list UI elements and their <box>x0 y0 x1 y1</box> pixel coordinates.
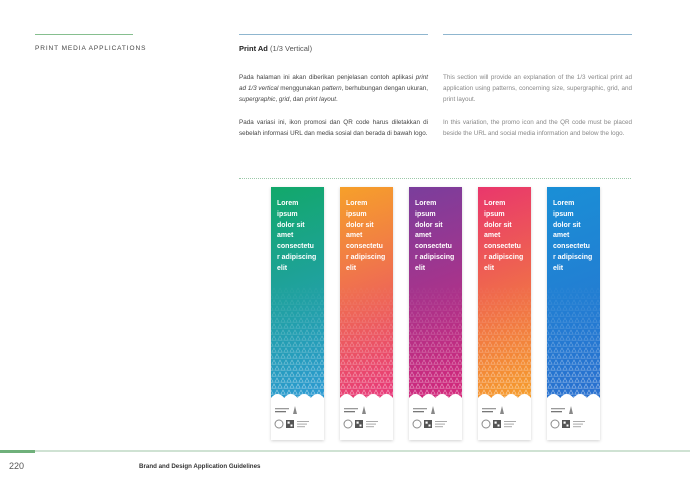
dotted-divider <box>239 178 631 179</box>
triangle-pattern <box>547 287 600 407</box>
qr-code-icon <box>493 420 501 428</box>
headline-line: consectetu <box>346 243 383 251</box>
logo-icon <box>275 408 289 409</box>
headline-line: r adipiscing <box>553 253 593 261</box>
headline-line: ipsum <box>346 210 367 218</box>
top-rule-middle <box>239 34 428 35</box>
headline-line: r adipiscing <box>484 253 524 261</box>
footer-accent <box>0 450 35 453</box>
headline-line: r adipiscing <box>277 253 317 261</box>
headline-line: r adipiscing <box>346 253 386 261</box>
triangle-pattern <box>478 287 531 407</box>
promo-icon <box>482 420 490 428</box>
headline-line: amet <box>415 232 432 240</box>
footer-rule <box>0 450 690 452</box>
headline-line: dolor sit <box>346 221 374 229</box>
logo-icon <box>344 408 358 409</box>
logo-icon <box>482 408 496 409</box>
banner-footer <box>547 402 600 440</box>
body-column-en <box>443 72 632 150</box>
paragraph-en-1: This section will provide an explanation of the 1/3 vertical print ad application using patterns, concerning size, supergraphic, grid, and print layout. <box>443 74 632 104</box>
headline-line: amet <box>484 232 501 240</box>
paragraph-id-2: Pada variasi ini, ikon promosi dan QR code harus diletakkan di sebelah informasi URL dan media sosial dan berada di bawah logo. <box>239 118 428 137</box>
headline-line: Lorem <box>346 200 368 207</box>
banner-headline <box>553 199 598 275</box>
print-ad-banner <box>478 187 531 440</box>
headline-line: elit <box>277 264 288 272</box>
paragraph-id-1: Pada halaman ini akan diberikan penjelasan contoh aplikasi print ad 1/3 vertical menggunakan pattern, berhubungan dengan ukuran, supergraphic, grid, dan print layout. <box>239 74 428 104</box>
banner-footer <box>478 402 531 440</box>
logo-qr-block <box>547 402 600 440</box>
headline-line: amet <box>277 232 294 240</box>
promo-icon <box>413 420 421 428</box>
paragraph-en-2: In this variation, the promo icon and the QR code must be placed beside the URL and social media information and below the logo. <box>443 118 632 137</box>
qr-code-icon <box>562 420 570 428</box>
headline-line: dolor sit <box>484 221 512 229</box>
headline-line: Lorem <box>277 200 299 207</box>
qr-code-icon <box>286 420 294 428</box>
headline-line: dolor sit <box>277 221 305 229</box>
headline-line: amet <box>553 232 570 240</box>
banner-headline <box>277 199 322 275</box>
logo-qr-block <box>271 402 324 440</box>
top-rule-left <box>35 34 133 35</box>
section-label: PRINT MEDIA APPLICATIONS <box>35 45 147 52</box>
qr-code-icon <box>424 420 432 428</box>
headline-line: dolor sit <box>415 221 443 229</box>
triangle-pattern <box>409 287 462 407</box>
heading-subtitle: (1/3 Vertical) <box>269 44 313 53</box>
logo-qr-block <box>409 402 462 440</box>
print-ad-banner <box>409 187 462 440</box>
headline-line: consectetu <box>484 243 521 251</box>
body-column-id <box>239 72 428 150</box>
headline-line: consectetu <box>415 243 452 251</box>
headline-line: consectetu <box>277 243 314 251</box>
page-number: 220 <box>9 461 25 471</box>
headline-line: Lorem <box>484 200 506 207</box>
logo-icon <box>551 408 565 409</box>
headline-line: elit <box>415 264 426 272</box>
headline-line: elit <box>553 264 564 272</box>
logo-icon <box>413 408 427 409</box>
banner-headline <box>415 199 460 275</box>
headline-line: amet <box>346 232 363 240</box>
headline-line: dolor sit <box>553 221 581 229</box>
headline-line: elit <box>346 264 357 272</box>
headline-line: ipsum <box>415 210 436 218</box>
headline-line: ipsum <box>484 210 505 218</box>
triangle-pattern <box>271 287 324 407</box>
headline-line: ipsum <box>277 210 298 218</box>
promo-icon <box>275 420 283 428</box>
headline-line: Lorem <box>553 200 575 207</box>
triangle-pattern <box>340 287 393 407</box>
logo-qr-block <box>340 402 393 440</box>
banner-footer <box>340 402 393 440</box>
banner-headline <box>484 199 529 275</box>
print-ad-banner <box>271 187 324 440</box>
banner-headline <box>346 199 391 275</box>
heading-title: Print Ad <box>239 44 268 53</box>
top-rule-right <box>443 34 632 35</box>
promo-icon <box>344 420 352 428</box>
headline-line: Lorem <box>415 200 437 207</box>
promo-icon <box>551 420 559 428</box>
banner-footer <box>271 402 324 440</box>
banner-footer <box>409 402 462 440</box>
headline-line: consectetu <box>553 243 590 251</box>
print-ad-banner <box>547 187 600 440</box>
document-title: Brand and Design Application Guidelines <box>139 463 261 470</box>
logo-qr-block <box>478 402 531 440</box>
qr-code-icon <box>355 420 363 428</box>
headline-line: r adipiscing <box>415 253 455 261</box>
headline-line: ipsum <box>553 210 574 218</box>
print-ad-banner <box>340 187 393 440</box>
page-heading <box>239 44 312 53</box>
headline-line: elit <box>484 264 495 272</box>
